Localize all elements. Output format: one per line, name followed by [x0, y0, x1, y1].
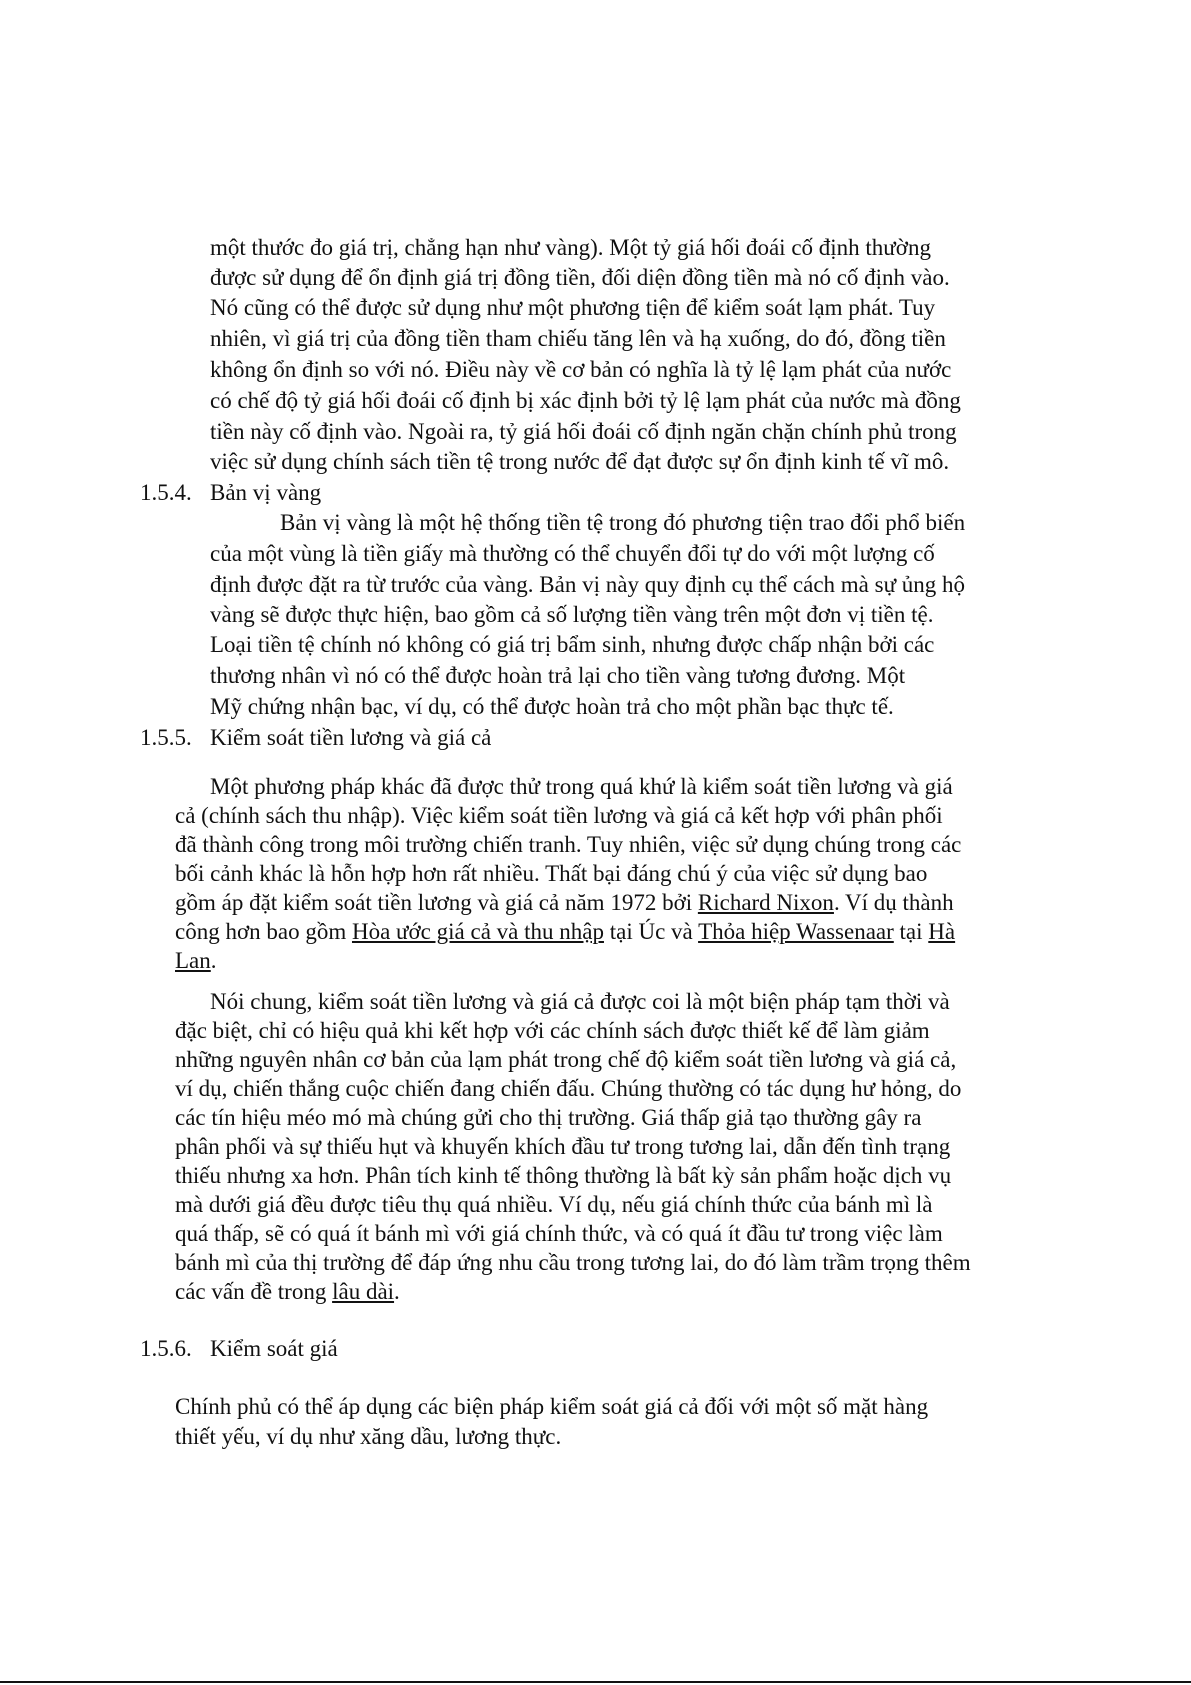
paragraph-line: việc sử dụng chính sách tiền tệ trong nước để đạt được sự ổn định kinh tế vĩ mô. [210, 449, 950, 474]
paragraph-line: quá thấp, sẽ có quá ít bánh mì với giá chính thức, và có quá ít đầu tư trong việc làm [175, 1221, 943, 1246]
paragraph-line: nhiên, vì giá trị của đồng tiền tham chiếu tăng lên và hạ xuống, do đó, đồng tiền [210, 326, 946, 351]
paragraph-line: những nguyên nhân cơ bản của lạm phát trong chế độ kiểm soát tiền lương và giá cả, [175, 1047, 957, 1072]
paragraph-line: đặc biệt, chỉ có hiệu quả khi kết hợp với các chính sách được thiết kế để làm giảm [175, 1018, 930, 1043]
section-number: 1.5.4. [140, 480, 192, 505]
section-number: 1.5.5. [140, 725, 192, 750]
paragraph-line: một thước đo giá trị, chẳng hạn như vàng). Một tỷ giá hối đoái cố định thường [210, 235, 931, 260]
link-netherlands-cont[interactable]: Lan [175, 948, 211, 973]
paragraph-line: đã thành công trong môi trường chiến tranh. Tuy nhiên, việc sử dụng chúng trong các [175, 832, 962, 857]
paragraph-line: thương nhân vì nó có thể được hoàn trả lại cho tiền vàng tương đương. Một [210, 663, 906, 688]
paragraph-line [175, 946, 217, 976]
link-wassenaar-agreement[interactable]: Thỏa hiệp Wassenaar [698, 919, 894, 944]
section-title: Kiểm soát giá [210, 1336, 338, 1361]
paragraph-line: tiền này cố định vào. Ngoài ra, tỷ giá hối đoái cố định ngăn chặn chính phủ trong [210, 419, 957, 444]
text-run: . [210, 948, 217, 973]
paragraph-line: mà dưới giá đều được tiêu thụ quá nhiều. Ví dụ, nếu giá chính thức của bánh mì là [175, 1192, 933, 1217]
paragraph-line [175, 917, 955, 947]
paragraph-line: Một phương pháp khác đã được thử trong quá khứ là kiểm soát tiền lương và giá [210, 774, 953, 799]
text-run: tại [893, 919, 929, 944]
text-run: gồm áp đặt kiểm soát tiền lương và giá cả năm 1972 bởi [175, 890, 698, 915]
text-run: công hơn bao gồm [175, 919, 352, 944]
paragraph-line: cả (chính sách thu nhập). Việc kiểm soát tiền lương và giá cả kết hợp với phân phối [175, 803, 943, 828]
paragraph-line: Chính phủ có thể áp dụng các biện pháp kiểm soát giá cả đối với một số mặt hàng [175, 1394, 929, 1419]
paragraph-line: không ổn định so với nó. Điều này về cơ bản có nghĩa là tỷ lệ lạm phát của nước [210, 357, 952, 382]
paragraph-line: thiết yếu, ví dụ như xăng dầu, lương thực. [175, 1424, 562, 1449]
text-run: tại Úc và [603, 919, 699, 944]
paragraph-line: bối cảnh khác là hỗn hợp hơn rất nhiều. Thất bại đáng chú ý của việc sử dụng bao [175, 861, 928, 886]
paragraph-line: phân phối và sự thiếu hụt và khuyến khích đầu tư trong tương lai, dẫn đến tình trạng [175, 1134, 951, 1159]
paragraph-line: của một vùng là tiền giấy mà thường có thể chuyển đổi tự do với một lượng cố [210, 541, 935, 566]
paragraph-line: được sử dụng để ổn định giá trị đồng tiền, đối diện đồng tiền mà nó cố định vào. [210, 265, 950, 290]
page-bottom-rule [0, 1681, 1191, 1683]
paragraph-line: Bản vị vàng là một hệ thống tiền tệ trong đó phương tiện trao đổi phổ biến [280, 510, 966, 535]
link-long-run[interactable]: lâu dài [332, 1279, 395, 1304]
paragraph-line: ví dụ, chiến thắng cuộc chiến đang chiến đấu. Chúng thường có tác dụng hư hỏng, do [175, 1076, 962, 1101]
paragraph-line [175, 888, 954, 918]
paragraph-line: Nó cũng có thể được sử dụng như một phương tiện để kiểm soát lạm phát. Tuy [210, 295, 936, 320]
paragraph-line: Loại tiền tệ chính nó không có giá trị bẩm sinh, nhưng được chấp nhận bởi các [210, 632, 935, 657]
paragraph-line: vàng sẽ được thực hiện, bao gồm cả số lượng tiền vàng trên một đơn vị tiền tệ. [210, 602, 934, 627]
section-title: Kiểm soát tiền lương và giá cả [210, 725, 492, 750]
link-netherlands[interactable]: Hà [928, 919, 956, 944]
paragraph-line: Nói chung, kiểm soát tiền lương và giá cả được coi là một biện pháp tạm thời và [210, 989, 950, 1014]
paragraph-line: Mỹ chứng nhận bạc, ví dụ, có thể được hoàn trả cho một phần bạc thực tế. [210, 694, 894, 719]
text-run: . [394, 1279, 400, 1304]
link-prices-incomes-accord[interactable]: Hòa ước giá cả và thu nhập [351, 919, 604, 944]
paragraph-line: có chế độ tỷ giá hối đoái cố định bị xác định bởi tỷ lệ lạm phát của nước mà đồng [210, 388, 961, 413]
paragraph-line: các tín hiệu méo mó mà chúng gửi cho thị trường. Giá thấp giả tạo thường gây ra [175, 1105, 922, 1130]
paragraph-line [175, 1277, 400, 1307]
link-richard-nixon[interactable]: Richard Nixon [697, 890, 834, 915]
text-run: các vấn đề trong [175, 1279, 333, 1304]
text-run: . Ví dụ thành [833, 890, 954, 915]
section-title: Bản vị vàng [210, 480, 322, 505]
paragraph-line: thiếu nhưng xa hơn. Phân tích kinh tế thông thường là bất kỳ sản phẩm hoặc dịch vụ [175, 1163, 952, 1188]
section-number: 1.5.6. [140, 1336, 192, 1361]
paragraph-line: bánh mì của thị trường để đáp ứng nhu cầu trong tương lai, do đó làm trầm trọng thêm [175, 1250, 971, 1275]
paragraph-line: định được đặt ra từ trước của vàng. Bản vị này quy định cụ thể cách mà sự ủng hộ [210, 572, 966, 597]
